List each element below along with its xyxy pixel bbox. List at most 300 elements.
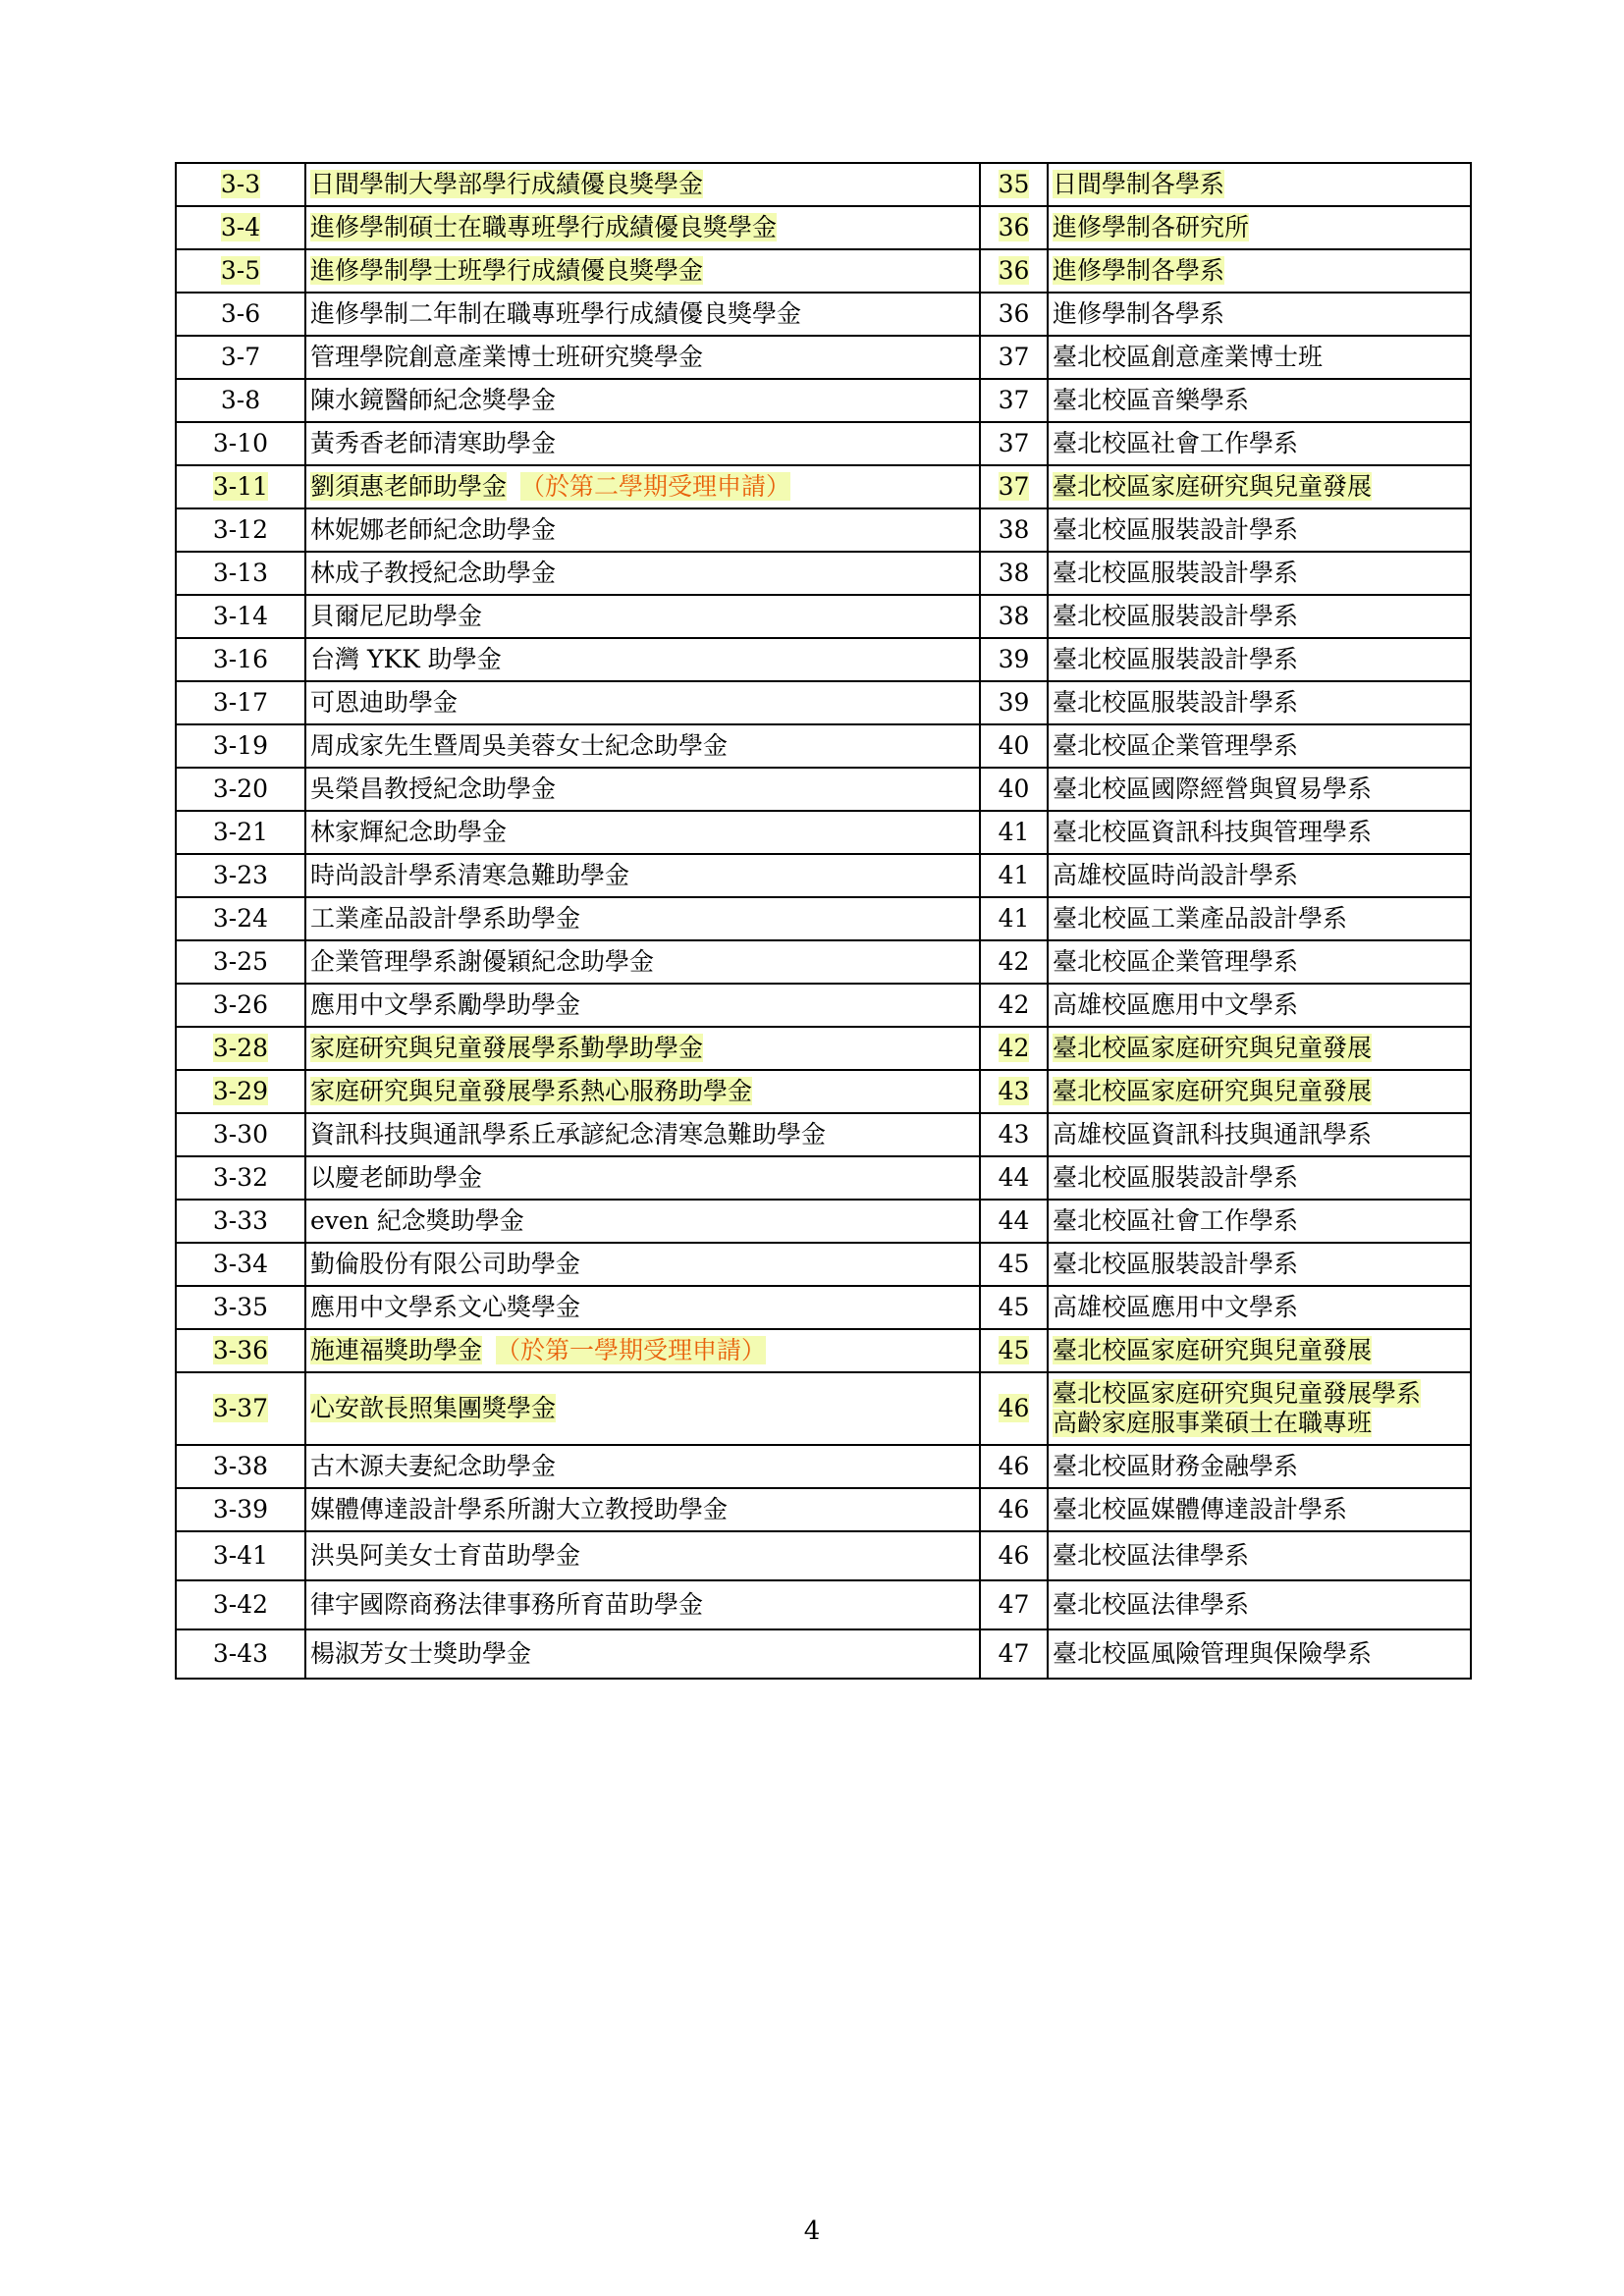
item-code-cell bbox=[176, 1372, 305, 1445]
scholarship-name: 應用中文學系文心獎學金 bbox=[310, 1293, 581, 1321]
item-code-cell bbox=[176, 1200, 305, 1243]
scholarship-table bbox=[175, 162, 1472, 1680]
item-code-cell bbox=[176, 163, 305, 206]
department: 高雄校區資訊科技與通訊學系 bbox=[1053, 1120, 1373, 1148]
page-ref-cell bbox=[980, 1580, 1048, 1629]
scholarship-name: 楊淑芳女士獎助學金 bbox=[310, 1639, 532, 1668]
table-row bbox=[176, 1531, 1471, 1580]
scholarship-name: 洪吳阿美女士育苗助學金 bbox=[310, 1541, 581, 1570]
department: 臺北校區音樂學系 bbox=[1053, 386, 1250, 414]
department: 臺北校區家庭研究與兒童發展 bbox=[1053, 1034, 1373, 1062]
page-ref: 40 bbox=[998, 731, 1030, 760]
item-code-cell bbox=[176, 1329, 305, 1372]
scholarship-name-cell bbox=[305, 1629, 980, 1679]
scholarship-name-cell bbox=[305, 508, 980, 552]
item-code: 3-41 bbox=[212, 1541, 269, 1570]
scholarship-name-cell bbox=[305, 984, 980, 1027]
page-ref: 43 bbox=[998, 1077, 1030, 1105]
page-ref: 46 bbox=[998, 1452, 1030, 1480]
page-ref-cell bbox=[980, 1372, 1048, 1445]
item-code: 3-16 bbox=[212, 645, 269, 673]
item-code-cell bbox=[176, 465, 305, 508]
table-row bbox=[176, 552, 1471, 595]
page-ref-cell bbox=[980, 379, 1048, 422]
department-line bbox=[1053, 602, 1470, 631]
department: 臺北校區家庭研究與兒童發展 bbox=[1053, 1336, 1373, 1364]
item-code-cell bbox=[176, 1580, 305, 1629]
department: 臺北校區家庭研究與兒童發展 bbox=[1053, 1077, 1373, 1105]
department-cell bbox=[1048, 336, 1471, 379]
scholarship-name-cell bbox=[305, 163, 980, 206]
table-row bbox=[176, 249, 1471, 293]
item-code-cell bbox=[176, 854, 305, 897]
scholarship-name: 企業管理學系謝優穎紀念助學金 bbox=[310, 947, 655, 976]
page-ref: 47 bbox=[998, 1590, 1030, 1619]
department-cell bbox=[1048, 854, 1471, 897]
department: 高雄校區應用中文學系 bbox=[1053, 1293, 1299, 1321]
department-line bbox=[1053, 1293, 1470, 1322]
item-code-cell bbox=[176, 552, 305, 595]
scholarship-name-cell bbox=[305, 1488, 980, 1531]
department: 臺北校區服裝設計學系 bbox=[1053, 1163, 1299, 1192]
scholarship-name-cell bbox=[305, 1286, 980, 1329]
department-cell bbox=[1048, 811, 1471, 854]
department-line bbox=[1053, 818, 1470, 847]
item-code: 3-36 bbox=[212, 1336, 269, 1364]
table-row bbox=[176, 508, 1471, 552]
page-number: 4 bbox=[803, 2216, 821, 2246]
table-row bbox=[176, 984, 1471, 1027]
table-row bbox=[176, 681, 1471, 724]
scholarship-name-cell bbox=[305, 249, 980, 293]
department: 臺北校區服裝設計學系 bbox=[1053, 559, 1299, 587]
page-ref-cell bbox=[980, 552, 1048, 595]
item-code-cell bbox=[176, 1531, 305, 1580]
item-code-cell bbox=[176, 206, 305, 249]
department-cell bbox=[1048, 1531, 1471, 1580]
scholarship-name: 可恩迪助學金 bbox=[310, 688, 459, 717]
department-line bbox=[1053, 990, 1470, 1020]
scholarship-name-cell bbox=[305, 552, 980, 595]
scholarship-name: 日間學制大學部學行成績優良獎學金 bbox=[310, 170, 704, 198]
item-code: 3-11 bbox=[212, 472, 269, 501]
item-code: 3-14 bbox=[212, 602, 269, 630]
scholarship-name: 家庭研究與兒童發展學系勤學助學金 bbox=[310, 1034, 704, 1062]
table-row bbox=[176, 940, 1471, 984]
item-code: 3-43 bbox=[212, 1639, 269, 1668]
department-line bbox=[1053, 1495, 1470, 1524]
scholarship-name-cell bbox=[305, 595, 980, 638]
item-code-cell bbox=[176, 940, 305, 984]
scholarship-name: 管理學院創意產業博士班研究獎學金 bbox=[310, 343, 704, 371]
item-code: 3-19 bbox=[212, 731, 269, 760]
table-row bbox=[176, 724, 1471, 768]
scholarship-name-cell bbox=[305, 1156, 980, 1200]
page-ref: 36 bbox=[998, 256, 1030, 285]
table-row bbox=[176, 595, 1471, 638]
item-code-cell bbox=[176, 293, 305, 336]
item-code: 3-7 bbox=[220, 343, 261, 371]
scholarship-name-cell bbox=[305, 854, 980, 897]
department: 日間學制各學系 bbox=[1053, 170, 1225, 198]
table-row bbox=[176, 1070, 1471, 1113]
item-code-cell bbox=[176, 249, 305, 293]
page-ref: 44 bbox=[998, 1163, 1030, 1192]
department: 臺北校區服裝設計學系 bbox=[1053, 645, 1299, 673]
page-ref: 38 bbox=[998, 515, 1030, 544]
department: 臺北校區服裝設計學系 bbox=[1053, 688, 1299, 717]
page-ref: 45 bbox=[998, 1250, 1030, 1278]
department-cell bbox=[1048, 1286, 1471, 1329]
department-cell bbox=[1048, 1027, 1471, 1070]
page-ref: 35 bbox=[998, 170, 1030, 198]
page-ref: 46 bbox=[998, 1394, 1030, 1422]
page-ref-cell bbox=[980, 724, 1048, 768]
department: 高雄校區應用中文學系 bbox=[1053, 990, 1299, 1019]
department: 臺北校區企業管理學系 bbox=[1053, 947, 1299, 976]
scholarship-name: even 紀念獎助學金 bbox=[310, 1206, 524, 1235]
scholarship-name: 心安歆長照集團獎學金 bbox=[310, 1394, 557, 1422]
scholarship-name-cell bbox=[305, 1070, 980, 1113]
department-cell bbox=[1048, 984, 1471, 1027]
scholarship-name-cell bbox=[305, 811, 980, 854]
department: 臺北校區國際經營與貿易學系 bbox=[1053, 774, 1373, 803]
table-row bbox=[176, 897, 1471, 940]
page-ref: 41 bbox=[998, 861, 1030, 889]
scholarship-name-cell bbox=[305, 379, 980, 422]
department: 臺北校區法律學系 bbox=[1053, 1590, 1250, 1619]
department: 高雄校區時尚設計學系 bbox=[1053, 861, 1299, 889]
page-ref-cell bbox=[980, 984, 1048, 1027]
item-code-cell bbox=[176, 984, 305, 1027]
scholarship-name: 以慶老師助學金 bbox=[310, 1163, 483, 1192]
table-row bbox=[176, 422, 1471, 465]
scholarship-name: 進修學制二年制在職專班學行成績優良獎學金 bbox=[310, 299, 802, 328]
department: 進修學制各研究所 bbox=[1053, 213, 1250, 241]
application-note: （於第一學期受理申請） bbox=[496, 1336, 767, 1364]
item-code: 3-23 bbox=[212, 861, 269, 889]
page-ref: 37 bbox=[998, 429, 1030, 457]
page-ref-cell bbox=[980, 681, 1048, 724]
department-cell bbox=[1048, 724, 1471, 768]
page-ref-cell bbox=[980, 1243, 1048, 1286]
department-line bbox=[1053, 1541, 1470, 1571]
item-code: 3-33 bbox=[212, 1206, 269, 1235]
scholarship-name: 周成家先生暨周吳美蓉女士紀念助學金 bbox=[310, 731, 729, 760]
page-ref-cell bbox=[980, 336, 1048, 379]
department-line bbox=[1053, 904, 1470, 934]
page-ref: 42 bbox=[998, 947, 1030, 976]
item-code-cell bbox=[176, 1113, 305, 1156]
item-code: 3-25 bbox=[212, 947, 269, 976]
page-ref-cell bbox=[980, 465, 1048, 508]
page-ref-cell bbox=[980, 811, 1048, 854]
scholarship-name-cell bbox=[305, 768, 980, 811]
scholarship-name-cell bbox=[305, 293, 980, 336]
page-ref: 39 bbox=[998, 688, 1030, 717]
table-row bbox=[176, 768, 1471, 811]
item-code: 3-42 bbox=[212, 1590, 269, 1619]
page-ref-cell bbox=[980, 1070, 1048, 1113]
item-code-cell bbox=[176, 1243, 305, 1286]
page-ref: 40 bbox=[998, 774, 1030, 803]
item-code: 3-17 bbox=[212, 688, 269, 717]
page-ref: 42 bbox=[998, 1034, 1030, 1062]
page-ref: 36 bbox=[998, 299, 1030, 328]
page-ref: 47 bbox=[998, 1639, 1030, 1668]
scholarship-name-cell bbox=[305, 336, 980, 379]
page-ref-cell bbox=[980, 293, 1048, 336]
table-row bbox=[176, 854, 1471, 897]
page-ref-cell bbox=[980, 1531, 1048, 1580]
scholarship-name-cell bbox=[305, 724, 980, 768]
department-line bbox=[1053, 1120, 1470, 1149]
department-cell bbox=[1048, 768, 1471, 811]
scholarship-name: 林家輝紀念助學金 bbox=[310, 818, 508, 846]
department: 臺北校區法律學系 bbox=[1053, 1541, 1250, 1570]
scholarship-name: 進修學制碩士在職專班學行成績優良獎學金 bbox=[310, 213, 778, 241]
page-ref: 46 bbox=[998, 1541, 1030, 1570]
item-code-cell bbox=[176, 1629, 305, 1679]
item-code: 3-21 bbox=[212, 818, 269, 846]
department: 臺北校區社會工作學系 bbox=[1053, 429, 1299, 457]
department-line bbox=[1053, 213, 1470, 242]
page-ref: 42 bbox=[998, 990, 1030, 1019]
scholarship-name: 陳水鏡醫師紀念獎學金 bbox=[310, 386, 557, 414]
item-code: 3-28 bbox=[212, 1034, 269, 1062]
department-line bbox=[1053, 1077, 1470, 1106]
department: 臺北校區服裝設計學系 bbox=[1053, 515, 1299, 544]
page-ref: 36 bbox=[998, 213, 1030, 241]
department: 高齡家庭服事業碩士在職專班 bbox=[1053, 1409, 1373, 1437]
page-ref-cell bbox=[980, 897, 1048, 940]
department: 進修學制各學系 bbox=[1053, 299, 1225, 328]
item-code: 3-26 bbox=[212, 990, 269, 1019]
item-code-cell bbox=[176, 422, 305, 465]
page-ref: 38 bbox=[998, 559, 1030, 587]
scholarship-name-cell bbox=[305, 1531, 980, 1580]
department: 臺北校區媒體傳達設計學系 bbox=[1053, 1495, 1348, 1523]
department-line bbox=[1053, 343, 1470, 372]
table-row bbox=[176, 1580, 1471, 1629]
department-cell bbox=[1048, 379, 1471, 422]
item-code-cell bbox=[176, 768, 305, 811]
department-cell bbox=[1048, 1372, 1471, 1445]
scholarship-name: 勤倫股份有限公司助學金 bbox=[310, 1250, 581, 1278]
page-ref-cell bbox=[980, 1027, 1048, 1070]
scholarship-name: 工業產品設計學系助學金 bbox=[310, 904, 581, 933]
item-code: 3-39 bbox=[212, 1495, 269, 1523]
scholarship-name-cell bbox=[305, 465, 980, 508]
item-code-cell bbox=[176, 897, 305, 940]
page-ref-cell bbox=[980, 1156, 1048, 1200]
item-code: 3-20 bbox=[212, 774, 269, 803]
page-ref-cell bbox=[980, 1488, 1048, 1531]
table-row bbox=[176, 1329, 1471, 1372]
table-row bbox=[176, 206, 1471, 249]
scholarship-name: 林成子教授紀念助學金 bbox=[310, 559, 557, 587]
page-ref-cell bbox=[980, 422, 1048, 465]
page-ref-cell bbox=[980, 1286, 1048, 1329]
item-code: 3-38 bbox=[212, 1452, 269, 1480]
scholarship-name: 施連福獎助學金 bbox=[310, 1336, 483, 1364]
page-ref: 45 bbox=[998, 1293, 1030, 1321]
department-cell bbox=[1048, 638, 1471, 681]
table-row bbox=[176, 1488, 1471, 1531]
item-code: 3-29 bbox=[212, 1077, 269, 1105]
scholarship-name: 應用中文學系勵學助學金 bbox=[310, 990, 581, 1019]
department: 臺北校區社會工作學系 bbox=[1053, 1206, 1299, 1235]
scholarship-name: 資訊科技與通訊學系丘承諺紀念清寒急難助學金 bbox=[310, 1120, 827, 1148]
table-row bbox=[176, 1200, 1471, 1243]
item-code-cell bbox=[176, 336, 305, 379]
department-cell bbox=[1048, 681, 1471, 724]
item-code: 3-12 bbox=[212, 515, 269, 544]
department-cell bbox=[1048, 1329, 1471, 1372]
table-row bbox=[176, 638, 1471, 681]
item-code-cell bbox=[176, 1027, 305, 1070]
department-cell bbox=[1048, 206, 1471, 249]
department: 臺北校區服裝設計學系 bbox=[1053, 602, 1299, 630]
table-row bbox=[176, 1445, 1471, 1488]
scholarship-name-cell bbox=[305, 1580, 980, 1629]
scholarship-name: 貝爾尼尼助學金 bbox=[310, 602, 483, 630]
item-code: 3-10 bbox=[212, 429, 269, 457]
table-row bbox=[176, 1113, 1471, 1156]
department-cell bbox=[1048, 552, 1471, 595]
department: 臺北校區家庭研究與兒童發展學系 bbox=[1053, 1379, 1422, 1408]
department-line bbox=[1053, 1409, 1470, 1438]
scholarship-name-cell bbox=[305, 681, 980, 724]
page-ref-cell bbox=[980, 206, 1048, 249]
page-ref: 39 bbox=[998, 645, 1030, 673]
item-code-cell bbox=[176, 811, 305, 854]
department-cell bbox=[1048, 595, 1471, 638]
scholarship-name: 媒體傳達設計學系所謝大立教授助學金 bbox=[310, 1495, 729, 1523]
item-code-cell bbox=[176, 379, 305, 422]
department-cell bbox=[1048, 1580, 1471, 1629]
department-line bbox=[1053, 170, 1470, 199]
department-line bbox=[1053, 472, 1470, 502]
department-line bbox=[1053, 947, 1470, 977]
department-cell bbox=[1048, 1629, 1471, 1679]
department-line bbox=[1053, 1379, 1470, 1409]
department-cell bbox=[1048, 940, 1471, 984]
department-line bbox=[1053, 731, 1470, 761]
department-line bbox=[1053, 1452, 1470, 1481]
department-cell bbox=[1048, 1200, 1471, 1243]
page-ref-cell bbox=[980, 1113, 1048, 1156]
scholarship-name-cell bbox=[305, 1445, 980, 1488]
department-line bbox=[1053, 861, 1470, 890]
page-ref: 41 bbox=[998, 818, 1030, 846]
department-line bbox=[1053, 1034, 1470, 1063]
department-cell bbox=[1048, 1156, 1471, 1200]
page-ref-cell bbox=[980, 508, 1048, 552]
page-ref: 46 bbox=[998, 1495, 1030, 1523]
department-cell bbox=[1048, 163, 1471, 206]
scholarship-name-cell bbox=[305, 1200, 980, 1243]
department-cell bbox=[1048, 293, 1471, 336]
page-ref: 45 bbox=[998, 1336, 1030, 1364]
item-code: 3-13 bbox=[212, 559, 269, 587]
page-ref: 37 bbox=[998, 343, 1030, 371]
department-line bbox=[1053, 299, 1470, 329]
department: 臺北校區財務金融學系 bbox=[1053, 1452, 1299, 1480]
department-cell bbox=[1048, 1070, 1471, 1113]
item-code: 3-3 bbox=[220, 170, 261, 198]
page-ref: 38 bbox=[998, 602, 1030, 630]
item-code-cell bbox=[176, 508, 305, 552]
department: 臺北校區工業產品設計學系 bbox=[1053, 904, 1348, 933]
department-line bbox=[1053, 688, 1470, 718]
department-line bbox=[1053, 1639, 1470, 1669]
department: 臺北校區資訊科技與管理學系 bbox=[1053, 818, 1373, 846]
application-note: （於第二學期受理申請） bbox=[520, 472, 791, 501]
department: 臺北校區家庭研究與兒童發展 bbox=[1053, 472, 1373, 501]
table-row bbox=[176, 293, 1471, 336]
scholarship-name: 劉須惠老師助學金 bbox=[310, 472, 508, 501]
scholarship-name-cell bbox=[305, 422, 980, 465]
scholarship-name-cell bbox=[305, 1329, 980, 1372]
scholarship-name-cell bbox=[305, 638, 980, 681]
scholarship-name-cell bbox=[305, 1372, 980, 1445]
item-code: 3-6 bbox=[220, 299, 261, 328]
scholarship-name-cell bbox=[305, 1027, 980, 1070]
department-cell bbox=[1048, 249, 1471, 293]
department-cell bbox=[1048, 465, 1471, 508]
page-ref: 44 bbox=[998, 1206, 1030, 1235]
scholarship-name: 家庭研究與兒童發展學系熱心服務助學金 bbox=[310, 1077, 753, 1105]
department-cell bbox=[1048, 1113, 1471, 1156]
department: 臺北校區企業管理學系 bbox=[1053, 731, 1299, 760]
department-cell bbox=[1048, 1243, 1471, 1286]
page-ref-cell bbox=[980, 1445, 1048, 1488]
department-line bbox=[1053, 1206, 1470, 1236]
scholarship-name: 林妮娜老師紀念助學金 bbox=[310, 515, 557, 544]
department-line bbox=[1053, 256, 1470, 286]
page-ref-cell bbox=[980, 854, 1048, 897]
page-ref-cell bbox=[980, 1329, 1048, 1372]
department: 進修學制各學系 bbox=[1053, 256, 1225, 285]
page-ref-cell bbox=[980, 1200, 1048, 1243]
department-line bbox=[1053, 386, 1470, 415]
table-row bbox=[176, 1243, 1471, 1286]
department-line bbox=[1053, 1336, 1470, 1365]
item-code-cell bbox=[176, 595, 305, 638]
department-line bbox=[1053, 774, 1470, 804]
page-ref-cell bbox=[980, 940, 1048, 984]
table-row bbox=[176, 1629, 1471, 1679]
table-row bbox=[176, 379, 1471, 422]
item-code-cell bbox=[176, 1070, 305, 1113]
item-code: 3-5 bbox=[220, 256, 261, 285]
table-row bbox=[176, 336, 1471, 379]
department-line bbox=[1053, 515, 1470, 545]
item-code-cell bbox=[176, 638, 305, 681]
department-cell bbox=[1048, 1488, 1471, 1531]
department: 臺北校區風險管理與保險學系 bbox=[1053, 1639, 1373, 1668]
scholarship-name-cell bbox=[305, 940, 980, 984]
department-line bbox=[1053, 429, 1470, 458]
table-row bbox=[176, 1027, 1471, 1070]
table-row bbox=[176, 811, 1471, 854]
table-row bbox=[176, 1156, 1471, 1200]
table-row bbox=[176, 163, 1471, 206]
item-code: 3-4 bbox=[220, 213, 261, 241]
item-code: 3-35 bbox=[212, 1293, 269, 1321]
department-line bbox=[1053, 645, 1470, 674]
